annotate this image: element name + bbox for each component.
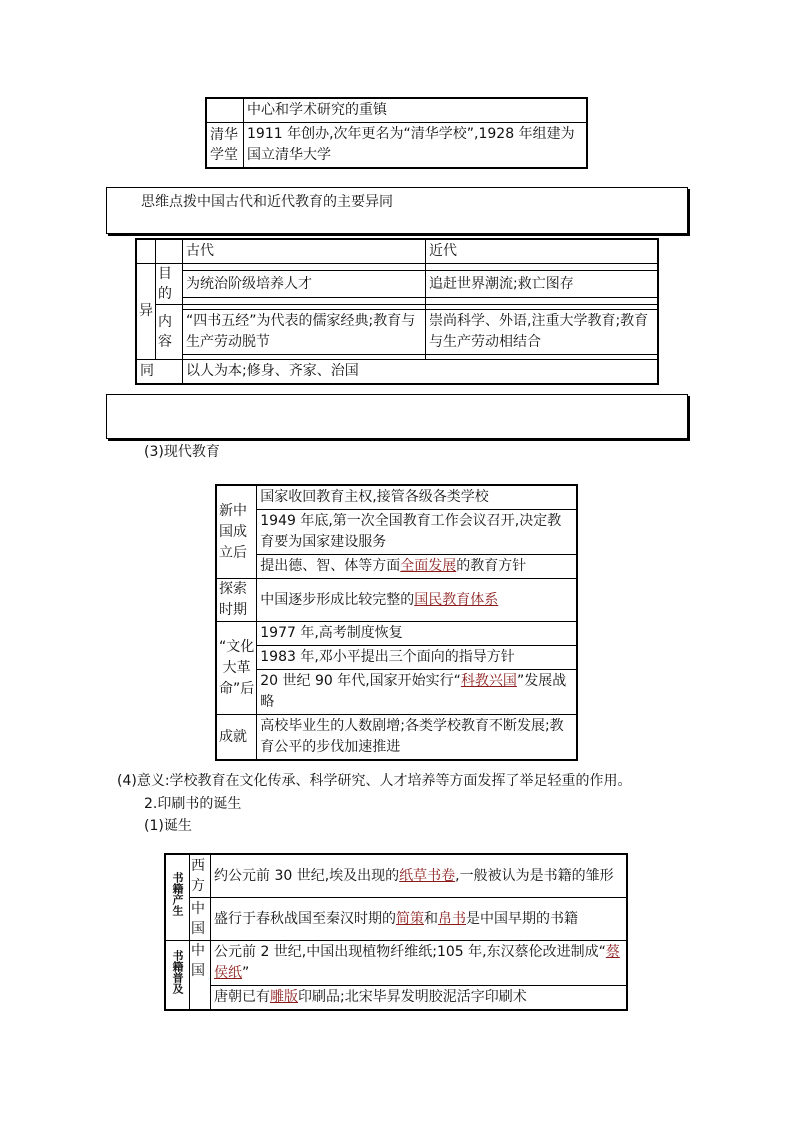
qinghua-row-2: 1911 年创办,次年更名为“清华学校”,1928 年组建为国立清华大学: [244, 123, 588, 169]
new-china-row-1: 国家收回教育主权,接管各级各类学校: [257, 485, 577, 510]
period-after-cultural-revolution: “文化大革命”后: [216, 622, 257, 715]
text: 的教育方针: [456, 558, 527, 574]
text: 盛行于春秋战国至秦汉时期的: [214, 910, 396, 927]
period-new-china: 新中国成立后: [216, 485, 257, 579]
thinking-box: [106, 187, 688, 234]
group-books-origin: [165, 854, 190, 941]
text: 和: [424, 910, 438, 927]
section-3-heading: (3)现代教育: [144, 444, 220, 460]
section-printing-heading: 2.印刷书的诞生: [144, 796, 242, 812]
diff-label: 异: [136, 264, 156, 360]
text: 20 世纪 90 年代,国家开始实行“: [260, 673, 461, 689]
text: 约公元前 30 世纪,埃及出现的: [214, 867, 400, 884]
qinghua-row-1: 中心和学术研究的重镇: [244, 98, 588, 123]
text: ”: [242, 965, 250, 981]
empty-cell: [206, 98, 244, 123]
empty-cell: [426, 298, 659, 305]
empty-cell: [136, 239, 156, 264]
text: 书籍产生: [171, 872, 184, 916]
qinghua-label: 清华学堂: [206, 123, 244, 169]
period-achievement: 成就: [216, 715, 257, 761]
text: 印刷品;北宋毕昇发明胶泥活字印刷术: [298, 989, 527, 1005]
empty-cell: [183, 264, 426, 271]
key-term: 纸草书卷: [399, 867, 456, 884]
group-books-spread: [165, 941, 190, 1011]
text: ”发展战略: [260, 673, 567, 710]
purpose-modern: 追赶世界潮流;救亡图存: [426, 271, 659, 298]
period-exploration: 探索时期: [216, 579, 257, 622]
books-row-3: [211, 941, 628, 986]
thinking-box-title: 思维点拨中国古代和近代教育的主要异同: [141, 194, 393, 210]
region-west: 西方: [190, 854, 211, 898]
key-term: 雕版: [270, 989, 298, 1005]
after-cr-row-1: 1977 年,高考制度恢复: [257, 622, 577, 646]
empty-cell: [426, 264, 659, 271]
text: 公元前 2 世纪,中国出现植物纤维纸;105 年,东汉蔡伦改进制成“: [214, 944, 606, 960]
content-label: 内容: [156, 305, 183, 360]
blank-box: [106, 394, 688, 439]
books-table: [164, 853, 628, 1011]
region-china: 中国: [190, 898, 211, 941]
content-ancient: “四书五经”为代表的儒家经典;教育与生产劳动脱节: [183, 310, 426, 355]
books-row-4: [211, 986, 628, 1011]
text: 提出德、智、体等方面: [260, 558, 401, 574]
key-term: 帛书: [438, 910, 466, 927]
key-term: 简策: [396, 910, 424, 927]
new-china-row-3: [257, 555, 577, 579]
text: 书籍普及: [171, 949, 184, 994]
books-row-2: [211, 898, 628, 941]
achievement-row: 高校毕业生的人数剧增;各类学校教育不断发展;教育公平的步伐加速推进: [257, 715, 577, 761]
modern-education-table: [215, 484, 578, 761]
text: 唐朝已有: [214, 989, 270, 1005]
purpose-label: 目的: [156, 264, 183, 305]
empty-cell: [183, 298, 426, 305]
key-term: 全面发展: [400, 558, 457, 574]
section-birth-heading: (1)诞生: [144, 818, 192, 834]
same-label: 同: [136, 360, 183, 385]
key-term: 国民教育体系: [414, 591, 499, 608]
text: ,一般被认为是书籍的雏形: [455, 867, 614, 884]
content-modern: 崇尚科学、外语,注重大学教育;教育与生产劳动相结合: [426, 310, 659, 355]
comparison-table: [135, 238, 659, 385]
purpose-ancient: 为统治阶级培养人才: [183, 271, 426, 298]
text: 中国逐步形成比较完整的: [260, 591, 415, 608]
qinghua-table: [205, 97, 588, 169]
books-row-1: [211, 854, 628, 898]
region-china: 中国: [190, 941, 211, 1011]
header-ancient: 古代: [183, 239, 426, 264]
after-cr-row-3: [257, 670, 577, 715]
key-term: 蔡侯纸: [214, 944, 620, 981]
same-text: 以人为本;修身、齐家、治国: [183, 360, 659, 385]
header-modern: 近代: [426, 239, 659, 264]
text: 是中国早期的书籍: [466, 910, 578, 927]
exploration-row: [257, 579, 577, 622]
new-china-row-2: 1949 年底,第一次全国教育工作会议召开,决定教育要为国家建设服务: [257, 510, 577, 555]
key-term: 科教兴国: [460, 673, 517, 689]
empty-cell: [156, 239, 183, 264]
after-cr-row-2: 1983 年,邓小平提出三个面向的指导方针: [257, 646, 577, 670]
section-4-significance: (4)意义:学校教育在文化传承、科学研究、人才培养等方面发挥了举足轻重的作用。: [117, 773, 632, 789]
